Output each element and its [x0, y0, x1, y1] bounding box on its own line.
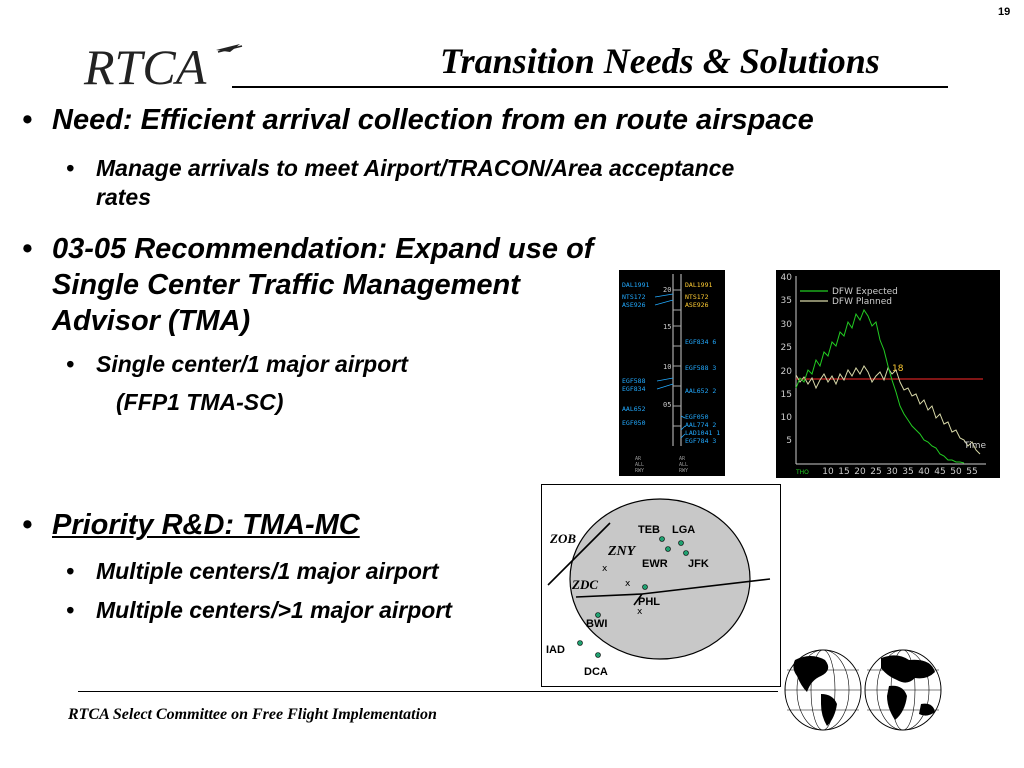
- sub-bullet-marker: •: [66, 155, 75, 181]
- bullet-marker: •: [22, 104, 33, 136]
- timeline-tick: 05: [663, 401, 672, 409]
- timeline-left-label: EGF588: [622, 377, 646, 385]
- x-tick-label: 45: [934, 467, 946, 477]
- timeline-tick: 20: [663, 286, 672, 294]
- map-label-iad: IAD: [546, 644, 565, 656]
- map-label-phl: PHL: [638, 596, 660, 608]
- map-label-ewr: EWR: [642, 558, 668, 570]
- airport-marker-jfk: [684, 551, 689, 556]
- timeline-bottom-right: RWY: [679, 468, 689, 474]
- timeline-right-label: ASE926: [685, 301, 709, 309]
- airport-marker-bwi: [596, 613, 601, 618]
- airspace-map: [541, 484, 781, 687]
- dfw-load-graph: [776, 270, 1000, 478]
- timeline-tick: 15: [663, 323, 672, 331]
- corner-label: THO: [796, 469, 809, 476]
- timeline-bottom-left: AR: [635, 456, 642, 462]
- map-label-dca: DCA: [584, 666, 608, 678]
- x-tick-label: 55: [966, 467, 978, 477]
- bullet-recommendation-line3: Advisor (TMA): [52, 305, 251, 337]
- title-divider: [232, 86, 948, 88]
- footer-text: RTCA Select Committee on Free Flight Implementation: [68, 706, 437, 723]
- timeline-right-label: EGF784 3: [685, 437, 717, 445]
- timeline-left-label: AAL652: [622, 405, 646, 413]
- sub-bullet-multi-one: Multiple centers/1 major airport: [96, 558, 439, 584]
- bullet-marker: •: [22, 509, 33, 541]
- x-tick-label: 25: [870, 467, 882, 477]
- sub-bullet-single-center: Single center/1 major airport: [96, 351, 408, 377]
- x-tick-label: 30: [886, 467, 898, 477]
- x-tick-label: 35: [902, 467, 914, 477]
- bullet-marker: •: [22, 233, 33, 265]
- map-label-teb: TEB: [638, 524, 660, 536]
- map-label-zob: ZOB: [550, 531, 576, 546]
- airport-marker-lga: [679, 541, 684, 546]
- x-marker: x: [637, 607, 643, 617]
- timeline-right-label: LAD1041 1: [685, 429, 721, 437]
- x-axis-label: Time: [964, 441, 987, 451]
- legend-expected: DFW Expected: [832, 287, 898, 297]
- y-tick-label: 35: [780, 296, 792, 306]
- bullet-recommendation-line1: 03-05 Recommendation: Expand use of: [52, 233, 594, 265]
- x-tick-label: 15: [838, 467, 850, 477]
- bullet-priority: Priority R&D: TMA-MC: [52, 509, 360, 541]
- slide-title: Transition Needs & Solutions: [440, 41, 880, 81]
- y-tick-label: 5: [786, 436, 792, 446]
- rtca-logo: [80, 38, 250, 92]
- map-label-bwi: BWI: [586, 618, 608, 630]
- y-tick-label: 10: [780, 413, 792, 423]
- airport-marker-dca: [596, 653, 601, 658]
- y-tick-label: 30: [780, 320, 792, 330]
- airport-marker-ewr: [666, 547, 671, 552]
- timeline-left-label: DAL1991: [622, 281, 650, 289]
- airport-marker-iad: [578, 641, 583, 646]
- timeline-left-label: ASE926: [622, 301, 646, 309]
- timeline-left-label: EGF834: [622, 385, 646, 393]
- map-label-lga: LGA: [672, 524, 696, 536]
- map-label-jfk: JFK: [688, 558, 709, 570]
- x-marker: x: [625, 579, 631, 589]
- y-tick-label: 25: [780, 343, 792, 353]
- page-number: 19: [998, 6, 1011, 18]
- globe-icon: [781, 646, 957, 734]
- sub-bullet-manage-arrivals: Manage arrivals to meet Airport/TRACON/Area acceptance: [96, 155, 735, 181]
- timeline-bottom-left: RWY: [635, 468, 645, 474]
- y-tick-label: 20: [780, 367, 792, 377]
- timeline-bottom-right: AR: [679, 456, 686, 462]
- timeline-right-label: DAL1991: [685, 281, 713, 289]
- timeline-left-label: EGF050: [622, 419, 646, 427]
- airport-marker-teb: [660, 537, 665, 542]
- timeline-right-label: EGF834 6: [685, 338, 717, 346]
- x-marker: x: [602, 564, 608, 574]
- bullet-need: Need: Efficient arrival collection from en route airspace: [52, 104, 814, 136]
- sub-bullet-marker: •: [66, 597, 75, 623]
- map-label-zdc: ZDC: [572, 577, 598, 592]
- logo-text: RTCA: [84, 39, 207, 92]
- timeline-bottom-left: ALL: [635, 462, 645, 468]
- timeline-right-label: AAL652 2: [685, 387, 717, 395]
- bullet-recommendation-line2: Single Center Traffic Management: [52, 269, 520, 301]
- sub-bullet-manage-arrivals-cont: rates: [96, 184, 151, 210]
- sub-bullet-multi-many: Multiple centers/>1 major airport: [96, 597, 452, 623]
- x-tick-label: 10: [822, 467, 834, 477]
- tma-timeline-display: [619, 270, 725, 476]
- threshold-label: 18: [892, 364, 904, 374]
- sub-bullet-marker: •: [66, 351, 75, 377]
- timeline-right-label: EGF050: [685, 413, 709, 421]
- map-label-zny: ZNY: [608, 544, 636, 559]
- sub-bullet-marker: •: [66, 558, 75, 584]
- x-tick-label: 40: [918, 467, 930, 477]
- timeline-right-label: NTS172: [685, 293, 709, 301]
- timeline-right-label: EGF588 3: [685, 364, 717, 372]
- sub-bullet-ffp1: (FFP1 TMA-SC): [116, 389, 284, 415]
- footer-divider: [78, 691, 778, 692]
- y-tick-label: 40: [780, 273, 792, 283]
- timeline-left-label: NTS172: [622, 293, 646, 301]
- legend-planned: DFW Planned: [832, 297, 892, 307]
- x-tick-label: 20: [854, 467, 866, 477]
- timeline-tick: 10: [663, 363, 672, 371]
- x-tick-label: 50: [950, 467, 962, 477]
- y-tick-label: 15: [780, 390, 792, 400]
- timeline-bottom-right: ALL: [679, 462, 689, 468]
- airport-marker-phl: [643, 585, 648, 590]
- timeline-right-label: AAL774 2: [685, 421, 717, 429]
